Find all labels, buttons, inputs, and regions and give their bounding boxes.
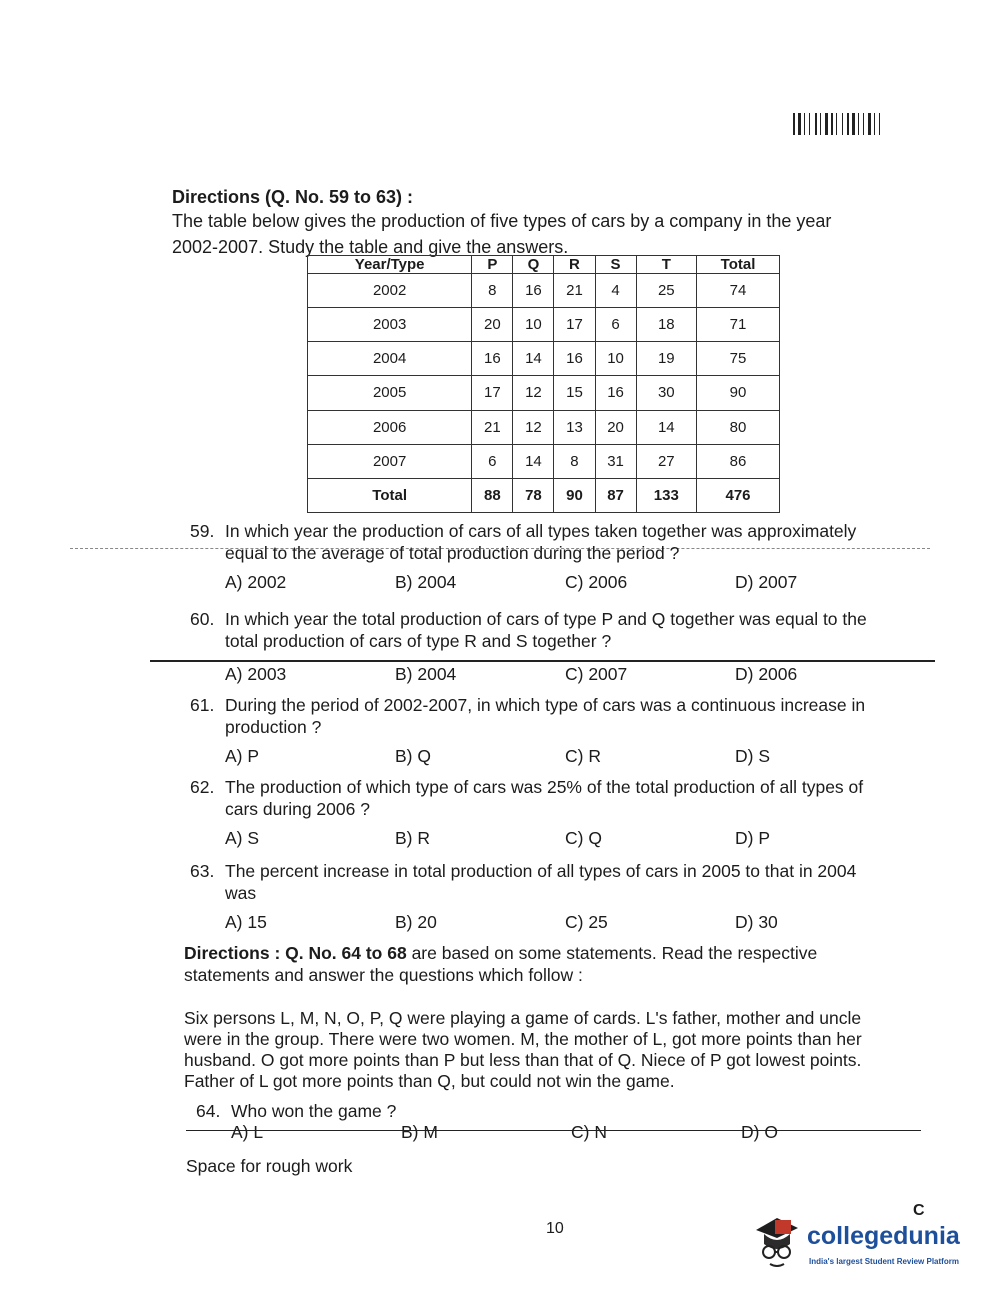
table-row	[308, 308, 780, 342]
barcode-stripe	[844, 113, 846, 135]
table-cell: 25	[636, 274, 696, 308]
table-cell: 6	[595, 308, 636, 342]
intro-text: The table below gives the production of five types of cars by a company in the year 2002-2007. Study the table and give the answers.	[172, 211, 832, 257]
table-cell: 133	[636, 478, 696, 512]
table-cell: 16	[554, 342, 595, 376]
question-number: 59.	[190, 521, 215, 541]
table-cell: 88	[472, 478, 513, 512]
option: D) 2007	[735, 572, 798, 592]
options-64	[231, 1122, 871, 1144]
option: C) 2006	[565, 572, 628, 592]
barcode-stripe	[860, 113, 862, 135]
table-cell: 6	[472, 444, 513, 478]
question-64	[196, 1100, 896, 1122]
table-cell: 2003	[308, 308, 472, 342]
table-cell: 12	[513, 410, 554, 444]
barcode-stripe	[831, 113, 833, 135]
barcode-stripe	[809, 113, 810, 135]
table-header: T	[636, 256, 696, 274]
directions-heading: Directions : Q. No. 64 to 68	[184, 943, 407, 963]
options-59	[225, 572, 865, 594]
barcode-stripe	[852, 113, 855, 135]
directions-heading: Directions (Q. No. 59 to 63) :	[172, 187, 414, 207]
table-cell: 8	[554, 444, 595, 478]
logo-tagline: India's largest Student Review Platform	[809, 1257, 959, 1266]
barcode-stripe	[802, 113, 803, 135]
option: C) 25	[565, 912, 608, 932]
production-table	[307, 255, 780, 513]
table-row	[308, 342, 780, 376]
table-total-row	[308, 478, 780, 512]
table-cell: 4	[595, 274, 636, 308]
option: A) 2002	[225, 572, 287, 592]
directions-64-68	[184, 942, 889, 986]
table-cell: 31	[595, 444, 636, 478]
barcode-stripe	[865, 113, 867, 135]
table-cell: 10	[513, 308, 554, 342]
table-header: Total	[697, 256, 780, 274]
option: C) R	[565, 746, 601, 766]
table-cell: 75	[697, 342, 780, 376]
barcode-stripe	[872, 113, 873, 135]
table-cell: 90	[697, 376, 780, 410]
page-number: 10	[546, 1220, 564, 1237]
options-61	[225, 746, 865, 768]
table-row	[308, 444, 780, 478]
table-row	[308, 410, 780, 444]
barcode-stripe	[868, 113, 871, 135]
barcode-stripe	[881, 113, 884, 135]
table-cell: 90	[554, 478, 595, 512]
question-59	[190, 520, 890, 564]
barcode-stripe	[856, 113, 857, 135]
table-cell: 13	[554, 410, 595, 444]
table-header: P	[472, 256, 513, 274]
table-cell: 12	[513, 376, 554, 410]
question-63	[190, 860, 890, 904]
divider	[186, 1130, 921, 1131]
table-cell: 2006	[308, 410, 472, 444]
table-header-row	[308, 256, 780, 274]
table-cell: 476	[697, 478, 780, 512]
option: B) R	[395, 828, 430, 848]
question-text: In which year the total production of cars of type P and Q together was equal to the	[225, 609, 867, 629]
barcode-stripe	[818, 113, 819, 135]
table-cell: 10	[595, 342, 636, 376]
table-cell: 78	[513, 478, 554, 512]
barcode-stripe	[820, 113, 821, 135]
option: A) 2003	[225, 664, 287, 684]
options-60	[225, 664, 865, 686]
table-cell: 2005	[308, 376, 472, 410]
barcode-stripe	[876, 113, 878, 135]
question-text: The production of which type of cars was 25% of the total production of all types of	[225, 777, 864, 797]
table-cell: 71	[697, 308, 780, 342]
barcode-stripe	[863, 113, 864, 135]
question-text: production ?	[225, 717, 322, 737]
question-number: 63.	[190, 861, 215, 881]
barcode-stripe	[850, 113, 851, 135]
table-header: S	[595, 256, 636, 274]
table-row	[308, 274, 780, 308]
barcode-stripe	[815, 113, 817, 135]
table-cell: 20	[472, 308, 513, 342]
table-cell: Total	[308, 478, 472, 512]
table-cell: 86	[697, 444, 780, 478]
table-cell: 27	[636, 444, 696, 478]
question-number: 60.	[190, 609, 215, 629]
table-header: Q	[513, 256, 554, 274]
option: C) Q	[565, 828, 602, 848]
question-62	[190, 776, 890, 820]
table-cell: 80	[697, 410, 780, 444]
table-cell: 2007	[308, 444, 472, 478]
options-62	[225, 828, 865, 850]
question-text: total production of cars of type R and S together ?	[225, 631, 612, 651]
barcode-stripe	[842, 113, 843, 135]
option: B) M	[401, 1122, 438, 1142]
barcode-stripe	[858, 113, 859, 135]
table-header: Year/Type	[308, 256, 472, 274]
option: D) 2006	[735, 664, 798, 684]
table-cell: 16	[472, 342, 513, 376]
option: C) 2007	[565, 664, 628, 684]
table-cell: 14	[513, 342, 554, 376]
corner-mark: C	[913, 1202, 925, 1219]
table-cell: 20	[595, 410, 636, 444]
logo-brand: collegedunia	[807, 1222, 960, 1250]
question-text: cars during 2006 ?	[225, 799, 370, 819]
barcode-stripe	[874, 113, 875, 135]
option: D) P	[735, 828, 770, 848]
table-cell: 19	[636, 342, 696, 376]
option: B) 2004	[395, 664, 457, 684]
option: C) N	[571, 1122, 607, 1142]
question-text: In which year the production of cars of all types taken together was approximately	[225, 521, 857, 541]
barcode	[793, 113, 911, 135]
barcode-stripe	[811, 113, 814, 135]
rough-work-label: Space for rough work	[186, 1156, 353, 1176]
barcode-stripe	[879, 113, 880, 135]
table-cell: 16	[513, 274, 554, 308]
option: D) S	[735, 746, 770, 766]
question-text: During the period of 2002-2007, in which type of cars was a continuous increase in	[225, 695, 866, 715]
question-number: 64.	[196, 1101, 221, 1121]
table-cell: 87	[595, 478, 636, 512]
barcode-stripe	[793, 113, 795, 135]
question-60	[190, 608, 890, 652]
option: B) Q	[395, 746, 431, 766]
table-cell: 16	[595, 376, 636, 410]
options-63	[225, 912, 865, 934]
question-number: 61.	[190, 695, 215, 715]
table-cell: 21	[554, 274, 595, 308]
barcode-stripe	[798, 113, 801, 135]
table-row	[308, 376, 780, 410]
barcode-stripe	[829, 113, 830, 135]
option: A) S	[225, 828, 260, 848]
barcode-stripe	[804, 113, 805, 135]
table-cell: 2002	[308, 274, 472, 308]
table-cell: 8	[472, 274, 513, 308]
table-cell: 74	[697, 274, 780, 308]
table-cell: 18	[636, 308, 696, 342]
barcode-stripe	[838, 113, 841, 135]
barcode-stripe	[796, 113, 797, 135]
option: D) 30	[735, 912, 778, 932]
table-cell: 14	[636, 410, 696, 444]
directions-text	[172, 208, 882, 260]
barcode-stripe	[834, 113, 835, 135]
table-cell: 2004	[308, 342, 472, 376]
barcode-stripe	[822, 113, 824, 135]
table-cell: 21	[472, 410, 513, 444]
collegedunia-logo	[752, 1202, 982, 1278]
divider	[150, 660, 935, 662]
option: A) L	[231, 1122, 264, 1142]
question-text: The percent increase in total production of all types of cars in 2005 to that in 2004	[225, 861, 857, 881]
table-cell: 17	[472, 376, 513, 410]
table-header: R	[554, 256, 595, 274]
question-text: Who won the game ?	[231, 1101, 397, 1121]
question-text: was	[225, 883, 257, 903]
question-61	[190, 694, 890, 738]
question-text: equal to the average of total production during the period ?	[225, 543, 680, 563]
directions-text: are based on some statements. Read the respective statements and answer the questions which follow :	[184, 943, 818, 985]
option: D) O	[741, 1122, 778, 1142]
barcode-stripe	[825, 113, 828, 135]
table-cell: 30	[636, 376, 696, 410]
table-cell: 15	[554, 376, 595, 410]
barcode-stripe	[847, 113, 849, 135]
barcode-stripe	[806, 113, 808, 135]
option: B) 20	[395, 912, 437, 932]
table-cell: 14	[513, 444, 554, 478]
option: B) 2004	[395, 572, 457, 592]
puzzle-statement: Six persons L, M, N, O, P, Q were playing a game of cards. L's father, mother and uncle were in the group. There were two women. M, the mother of L, got more points than her husband. O got more points than P but less than that of Q. Niece of P got lowest points. Father of L got more points than Q, but could not win the game.	[184, 1008, 862, 1091]
option: A) P	[225, 746, 260, 766]
option: A) 15	[225, 912, 267, 932]
graduate-icon	[752, 1210, 802, 1270]
table-cell: 17	[554, 308, 595, 342]
question-number: 62.	[190, 777, 215, 797]
barcode-stripe	[836, 113, 837, 135]
